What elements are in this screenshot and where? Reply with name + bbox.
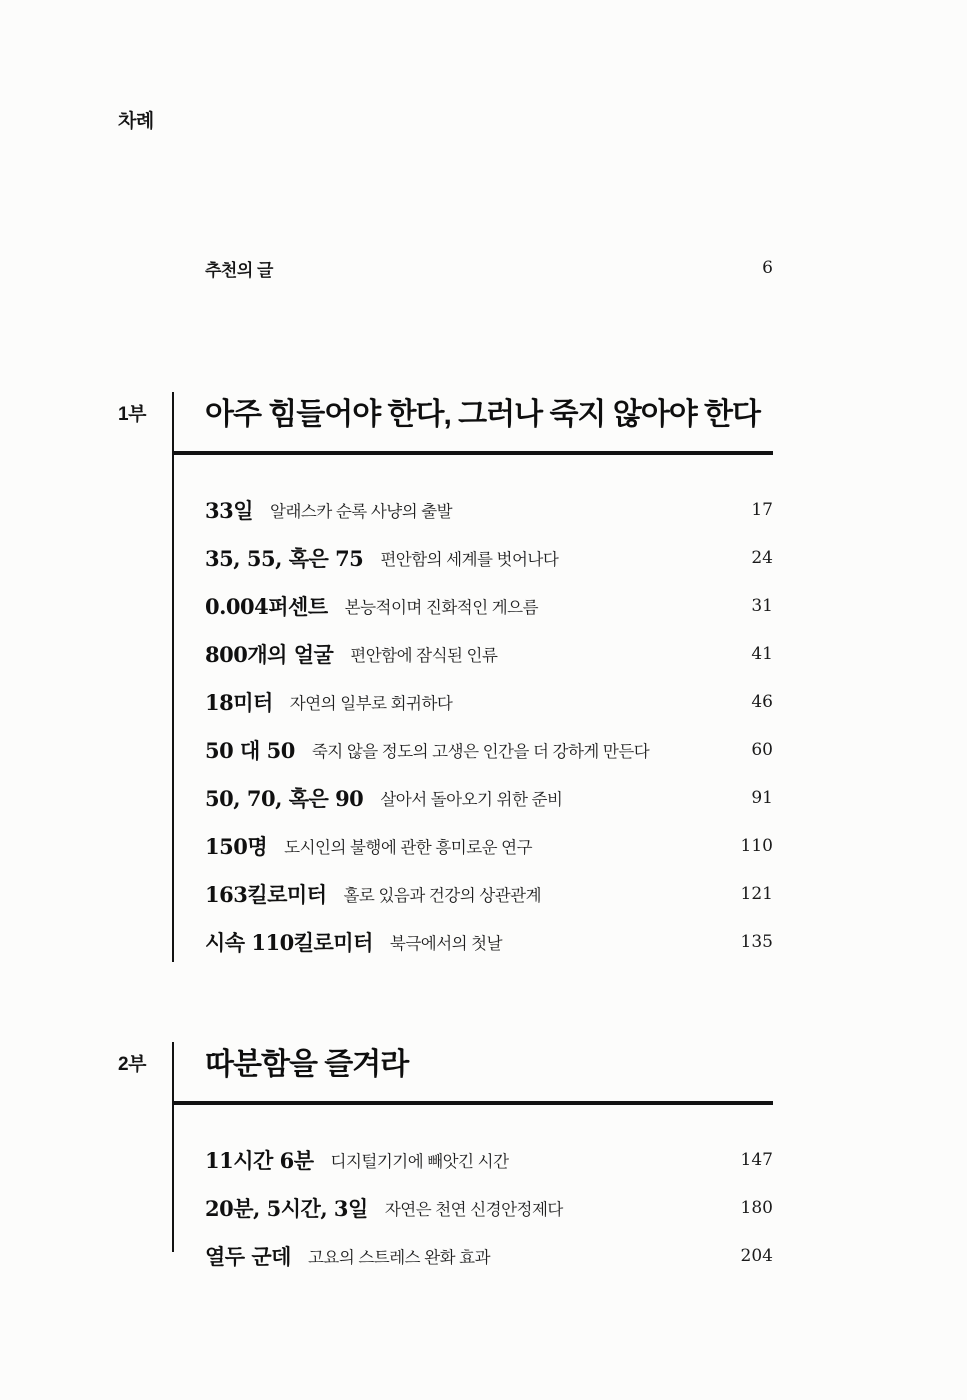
front-matter-row xyxy=(205,258,773,278)
toc-entry-row xyxy=(205,1184,773,1232)
toc-entry-row xyxy=(205,726,773,774)
toc-heading: 차례 xyxy=(118,111,154,132)
entry-description: 편안함의 세계를 벗어나다 xyxy=(380,551,559,569)
toc-entry-row xyxy=(205,630,773,678)
part-content xyxy=(174,392,773,966)
part-label: 1부 xyxy=(118,404,146,425)
toc-entry-row xyxy=(205,582,773,630)
part-vertical-line xyxy=(172,392,174,962)
entry-page-number: 180 xyxy=(740,1198,773,1218)
entry-description: 고요의 스트레스 완화 효과 xyxy=(307,1249,491,1267)
entry-page-number: 121 xyxy=(740,884,773,904)
entry-rows xyxy=(205,1136,773,1280)
section-rule xyxy=(172,451,773,455)
toc-entry-row xyxy=(205,678,773,726)
entry-page-number: 17 xyxy=(751,500,773,520)
entry-page-number: 46 xyxy=(751,692,773,712)
entry-keyword: 800개의 얼굴 xyxy=(205,642,334,667)
entry-page-number: 60 xyxy=(751,740,773,760)
entry-keyword: 35, 55, 혹은 75 xyxy=(205,546,364,571)
entry-rows xyxy=(205,486,773,966)
entry-page-number: 31 xyxy=(751,596,773,616)
entry-description: 자연은 천연 신경안정제다 xyxy=(384,1201,563,1219)
entry-page-number: 110 xyxy=(740,836,773,856)
part-title: 따분함을 즐겨라 xyxy=(205,1048,409,1081)
front-matter-page-number: 6 xyxy=(762,258,773,278)
entry-page-number: 204 xyxy=(740,1246,773,1266)
entry-description: 도시인의 불행에 관한 흥미로운 연구 xyxy=(284,839,533,857)
part-title: 아주 힘들어야 한다, 그러나 죽지 않아야 한다 xyxy=(205,398,760,431)
toc-entry-row xyxy=(205,822,773,870)
entry-description: 편안함에 잠식된 인류 xyxy=(350,647,498,665)
toc-entry-row xyxy=(205,534,773,582)
front-matter-title: 추천의 글 xyxy=(205,260,273,280)
entry-description: 홀로 있음과 건강의 상관관계 xyxy=(343,887,542,905)
part-section xyxy=(118,392,773,966)
part-label: 2부 xyxy=(118,1054,146,1075)
entry-keyword: 시속 110킬로미터 xyxy=(205,930,373,955)
toc-entry-row xyxy=(205,1136,773,1184)
part-vertical-line xyxy=(172,1042,174,1252)
entry-keyword: 열두 군데 xyxy=(205,1244,291,1269)
entry-description: 자연의 일부로 회귀하다 xyxy=(289,695,453,713)
entry-page-number: 24 xyxy=(751,548,773,568)
entry-description: 알래스카 순록 사냥의 출발 xyxy=(270,503,453,521)
entry-keyword: 0.004퍼센트 xyxy=(205,594,328,619)
entry-keyword: 163킬로미터 xyxy=(205,882,327,907)
entry-keyword: 50 대 50 xyxy=(205,738,295,763)
part-section xyxy=(118,1042,773,1280)
toc-entry-row xyxy=(205,1232,773,1280)
entry-description: 본능적이며 진화적인 게으름 xyxy=(344,599,539,617)
entry-keyword: 18미터 xyxy=(205,690,273,715)
entry-description: 살아서 돌아오기 위한 준비 xyxy=(380,791,563,809)
entry-keyword: 20분, 5시간, 3일 xyxy=(205,1196,368,1221)
entry-page-number: 91 xyxy=(751,788,773,808)
part-content xyxy=(174,1042,773,1280)
entry-description: 디지털기기에 빼앗긴 시간 xyxy=(330,1153,509,1171)
entry-description: 죽지 않을 정도의 고생은 인간을 더 강하게 만든다 xyxy=(311,743,650,761)
toc-entry-row xyxy=(205,870,773,918)
entry-keyword: 33일 xyxy=(205,498,254,523)
section-rule xyxy=(172,1101,773,1105)
entry-page-number: 41 xyxy=(751,644,773,664)
toc-entry-row xyxy=(205,774,773,822)
toc-entry-row xyxy=(205,486,773,534)
entry-page-number: 147 xyxy=(740,1150,773,1170)
entry-keyword: 50, 70, 혹은 90 xyxy=(205,786,364,811)
entry-keyword: 150명 xyxy=(205,834,268,859)
entry-page-number: 135 xyxy=(740,932,773,952)
toc-entry-row xyxy=(205,918,773,966)
entry-keyword: 11시간 6분 xyxy=(205,1148,314,1173)
entry-description: 북극에서의 첫날 xyxy=(389,935,503,953)
